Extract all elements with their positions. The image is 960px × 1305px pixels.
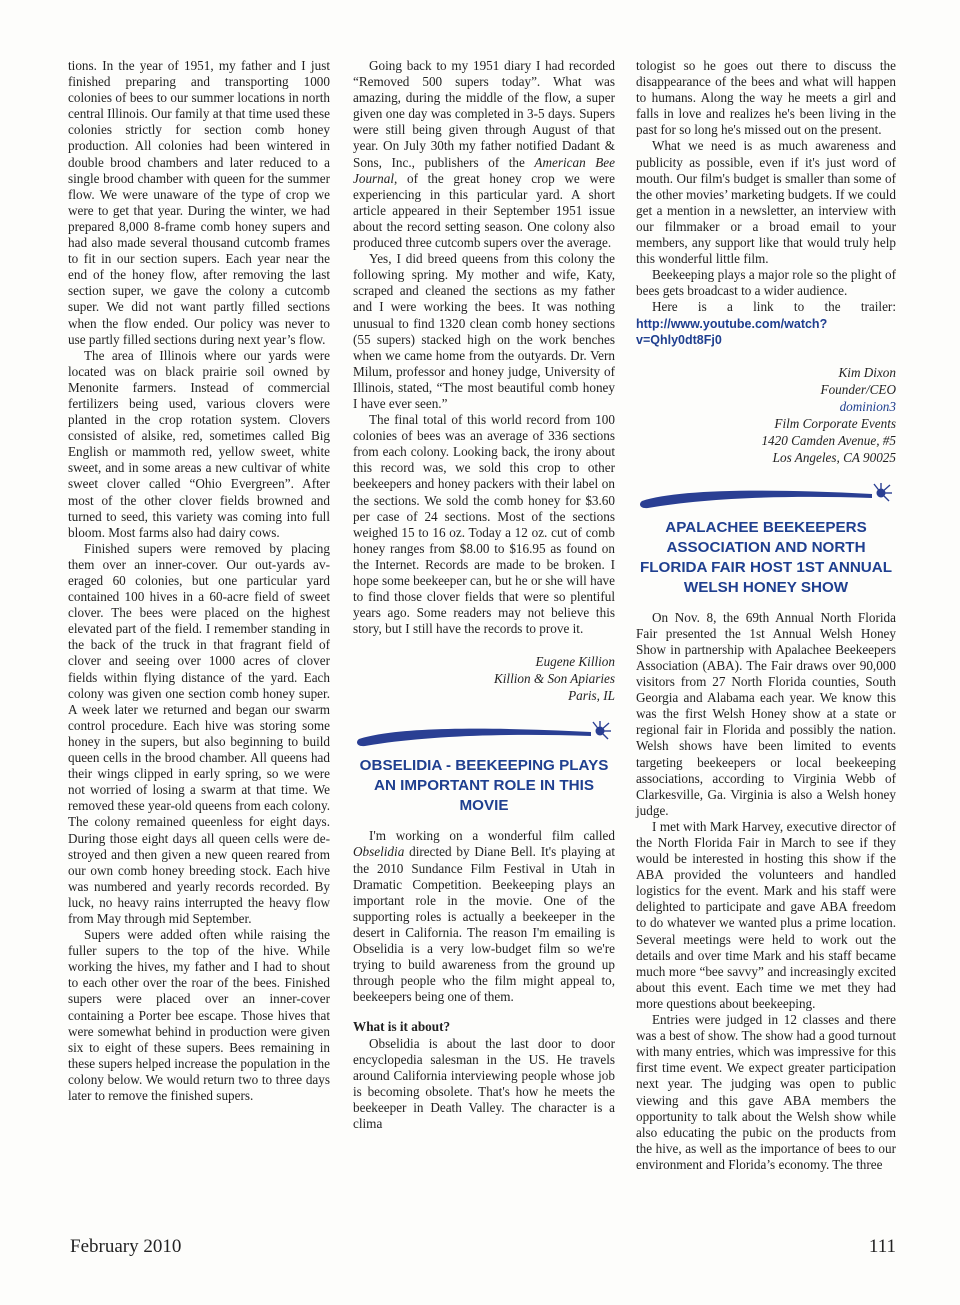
article-headline: APALACHEE BEEKEEPERS ASSOCIATION AND NORTH FLORIDA FAIR HOST 1ST ANNUAL WELSH HONEY SHOW — [640, 518, 892, 596]
author-signature — [636, 364, 896, 466]
paragraph — [353, 58, 615, 251]
page-number: 111 — [868, 1236, 896, 1257]
text-run: I'm working on a wonderful film called — [369, 828, 615, 844]
author-company: Killion & Son Apiaries — [493, 671, 615, 687]
brush-stroke-bee-icon — [636, 482, 896, 512]
paragraph: I met with Mark Harvey, executive director of the North Florida Fair in March to see if they would be interested in hosting this show if the ABA provided the volunteers and handled logistics for the event. Mark and his staff were delighted to participate and gave ABA freedom to do whatever we wanted plus a prime location. Several meetings were held to work out the details and over time Mark and his staff became much more “bee savvy” and increasingly excited about this event. Each time we met they had more questions about beekeeping. — [636, 818, 896, 1011]
author-title: Founder/CEO — [820, 381, 896, 397]
text-run: directed by Diane Bell. It's playing at the 2010 Sundance Film Festival in Utah in Dramatic Competition. Beekeeping plays an important role in the movie. One of the supporting roles is actually a beekeeper in the desert in California. The reason I'm emailing is Obselidia is a very low-budget film so we're trying to build awareness from the ground up through people who the film might appeal to, beekeepers being one of them. — [353, 844, 615, 1005]
subheading: What is it about? — [353, 1019, 451, 1035]
column-1 — [68, 58, 330, 1104]
issue-date: February 2010 — [70, 1236, 182, 1257]
paragraph: Finished supers were removed by placing them over an inner-cover. Our out-yards averaged 60 colonies, but one particular yard contained 100 hives in a 60-acre field of sweet clover. The bees were placed on the highest elevated part of the field. I remember standing in the back of the truck in that fragrant field of clover and seeing over 1000 acres of clover fields within flying distance of the yard. Each colony was given one section comb honey super. A week later we returned and began our swarm control procedure. Each hive was storing some honey in the supers, but also beginning to build queen cells in the brood chamber. All queens had their wings clipped in early spring, so we were not worried of losing a swarm at that time. We removed these year-old queens from each colony. The colony remained queenless for eight days. During those eight days all queen cells were destroyed and then given a new queen reared from our own comb honey breeding stock. Each hive was numbered and yearly records recorded. By luck, no heavy rains interrupted the heavy flow from May through mid September. — [68, 540, 330, 926]
trailer-link[interactable]: http://www.youtube.com/watch?v=Qhly0dt8Fj0 — [636, 316, 828, 347]
author-signature — [353, 653, 615, 704]
paragraph: Obselidia is about the last door to door encyclopedia salesman in the US. He travels around California interviewing people whose job is becoming obsolete. That's how he meets the beekeeper in Death Valley. The character is a clima — [353, 1035, 615, 1131]
text-run: Here is a link to the trailer: — [652, 299, 896, 315]
paragraph — [636, 299, 896, 347]
author-company-line: Film Corporate Events — [774, 415, 896, 431]
author-name: Eugene Killion — [535, 654, 615, 670]
author-location: Paris, IL — [568, 688, 615, 704]
brush-stroke-bee-icon — [353, 720, 615, 750]
author-name: Kim Dixon — [838, 364, 896, 380]
paragraph: tologist so he goes out there to discuss the disappearance of the bees and what will happen to humans. Along the way he meets a girl and falls in love and realizes he's been living in the past for so long he's missed out on the present. — [636, 58, 896, 138]
paragraph — [353, 828, 615, 1005]
paragraph: Entries were judged in 12 classes and there was a best of show. The show had a good turnout with many entries, which was impressive for this first time event. We expect greater participation next year. The judging was open to public viewing and this gave ABA members the opportunity to talk about the Welsh show while also educating the pubic on the products from the hive, as well as the importance of bees to our environment and Florida’s economy. The three — [636, 1012, 896, 1172]
paragraph: tions. In the year of 1951, my father and I just finished preparing and transporting 1000 colonies of bees to our summer locations in north central Illinois. Our family at that time used these colonies strictly for section comb honey production. All colonies had been wintered in double brood chambers and later reduced to a single brood chamber with queen for the summer flow. We were unaware of the type of crop we were to get that year. During the winter, we had prepared 8,000 8-frame comb honey supers and had also made several thousand cutcomb frames to fit in our section supers. Each year near the end of the honey flow, after removing the last section super, we gave the colony a cutcomb super. We did not want partly filled sections when the flow ended. Our policy was never to use partly filled sections during next year’s flow. — [68, 58, 330, 347]
paragraph: What we need is as much awareness and publicity as possible, even if it's just word of mouth. Our film's budget is smaller than some of the other movies’ marketing budgets. If we could get a mention in a newsletter, an interview with our filmmaker or a broad email to your members, any support like that would truly help this wonderful little film. — [636, 138, 896, 267]
author-company: dominion3 — [839, 398, 896, 414]
text-run: , of the great honey crop we were experiencing in this particular yard. A short article appeared in their September 1951 issue about the record setting season. One colony also produced three cutcomb supers over the average. — [353, 170, 615, 251]
paragraph: The area of Illinois where our yards were located was on black prairie soil owned by Menonite farmers. Instead of commercial fertilizers being used, various clovers were planted in the crop rotation system. Clovers consisted of alsike, red, sometimes called Big English or mammoth red, yellow sweet, white sweet, and in some areas a new cultivar of white sweet clover called “Ohio Evergreen”. After most of the other clover fields browned and turned to seed, this variety was coming into full bloom. Most farms also had dairy cows. — [68, 347, 330, 540]
paragraph: On Nov. 8, the 69th Annual North Florida Fair presented the 1st Annual Welsh Honey Show in partnership with Apalachee Beekeepers Association (ABA). The Fair draws over 90,000 visitors from 27 North Florida counties, South Georgia and Alabama each year. We know this was the first Welsh Honey show at a state or regional fair in Florida and possibly the nation. Welsh shows have been limited to events targeting beekeepers or local beekeeping associations, according to Virginia Webb of Clarkesville, Ga. Virginia is also a Welsh honey judge. — [636, 609, 896, 818]
paragraph: Beekeeping plays a major role so the plight of bees gets broadcast to a wider audience. — [636, 267, 896, 299]
column-3 — [636, 58, 896, 1173]
film-title: Obselidia — [353, 844, 405, 860]
text-run: Going back to my 1951 diary I had recorded “Removed 500 supers today”. What was amazing, during the middle of the flow, a super given one day was completed in 3-5 days. Supers were still being given through August of that year. On July 30th my father notified Dadant & Sons, Inc., publishers of the — [353, 58, 615, 170]
paragraph: The final total of this world record from 100 colonies of bees was an average of 336 sections from each colony. Looking back, the irony about this record was, we sold this crop to other beekeepers and honey packers with their label on the sections. We sold the comb honey for $3.60 per case of 24 sections. Most of the sections weighed 15 to 16 oz. Today a 12 oz. cut of comb honey ranges from $8.00 to $16.95 as found on the Internet. Records are made to be broken. I hope some beekeeper can, but he or she will have to find those clover fields that were so plentiful years ago. Some readers may not believe this story, but I still have the records to prove it. — [353, 412, 615, 637]
author-city: Los Angeles, CA 90025 — [772, 449, 896, 465]
column-2 — [353, 58, 615, 1132]
author-address: 1420 Camden Avenue, #5 — [761, 432, 896, 448]
paragraph: Supers were added often while raising the fuller supers to the top of the hive. While working the hives, my father and I had to shout to each other over the roar of the bees. Finished supers were placed over an inner-cover containing a Porter bee escape. Those hives that were somewhat behind in production were given six to eight of these supers. Bees remaining in these supers helped increase the population in the colony below. We would return two to three days later to remove the finished supers. — [68, 927, 330, 1103]
article-headline: OBSELIDIA - BEEKEEPING PLAYS AN IMPORTANT ROLE IN THIS MOVIE — [359, 757, 609, 815]
paragraph: Yes, I did breed queens from this colony the following spring. My mother and wife, Katy, scraped and cleaned the sections as my father and I were working the bees. It was nothing unusual to find 1320 clean comb honey sections (55 supers) stacked high on the work benches when we came home from the outyards. Dr. Vern Milum, professor and honey judge, University of Illinois, stated, “The most beautiful comb honey I have ever seen.” — [353, 251, 615, 411]
journal-title: American Bee Journal — [353, 154, 615, 186]
